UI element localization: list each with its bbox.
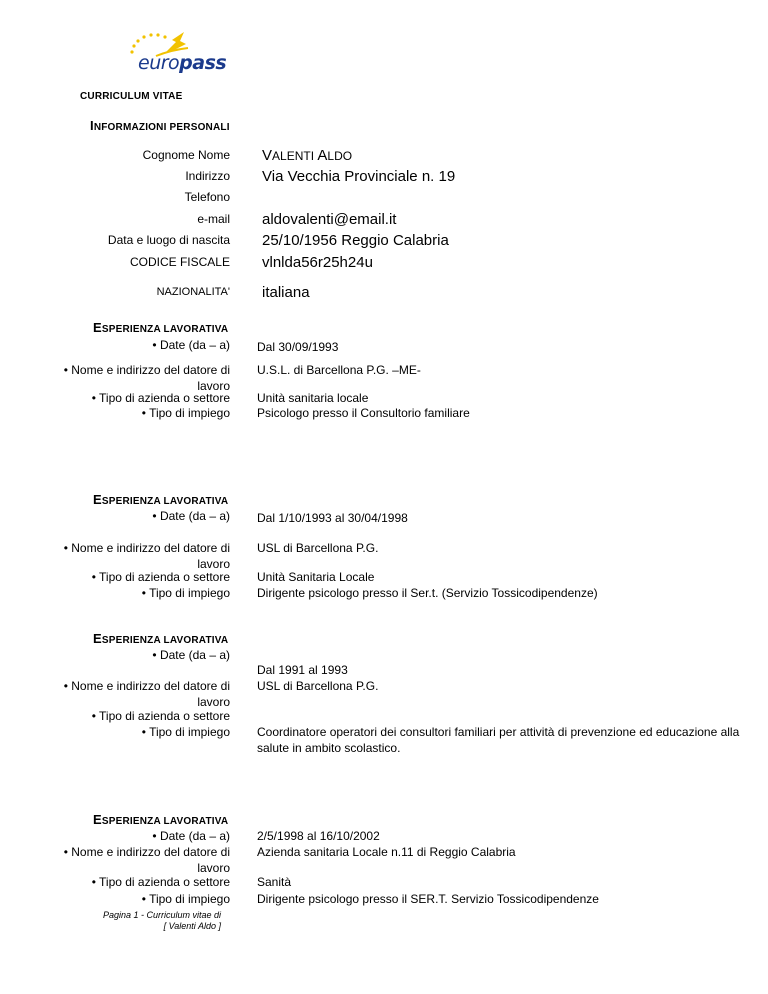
- exp2-employer: USL di Barcellona P.G.: [257, 541, 379, 555]
- label-dates: • Date (da – a): [152, 648, 230, 662]
- label-sector: • Tipo di azienda o settore: [91, 875, 230, 889]
- label-employer: • Nome e indirizzo del datore di lavoro: [63, 363, 230, 393]
- label-phone: Telefono: [184, 190, 230, 204]
- label-job-type: • Tipo di impiego: [141, 892, 230, 906]
- label-employer: • Nome e indirizzo del datore di lavoro: [63, 845, 230, 875]
- europass-wordmark: europass: [138, 52, 227, 74]
- exp2-dates: Dal 1/10/1993 al 30/04/1998: [257, 511, 408, 525]
- label-nationality: NAZIONALITA': [156, 286, 230, 298]
- exp4-sector: Sanità: [257, 875, 292, 889]
- label-dates: • Date (da – a): [152, 829, 230, 843]
- exp1-job: Psicologo presso il Consultorio familiare: [257, 406, 470, 420]
- label-job-type: • Tipo di impiego: [141, 725, 230, 739]
- label-employer: • Nome e indirizzo del datore di lavoro: [63, 679, 230, 709]
- experience-heading: ESPERIENZA LAVORATIVA: [93, 492, 229, 507]
- label-dates: • Date (da – a): [152, 338, 230, 352]
- exp4-employer: Azienda sanitaria Locale n.11 di Reggio Calabria: [257, 845, 516, 859]
- value-email: aldovalenti@email.it: [262, 211, 397, 228]
- cv-title: CURRICULUM VITAE: [80, 91, 183, 102]
- exp4-dates: 2/5/1998 al 16/10/2002: [257, 829, 380, 843]
- label-email: e-mail: [197, 212, 230, 226]
- exp1-employer: U.S.L. di Barcellona P.G. –ME-: [257, 363, 421, 377]
- exp4-job: Dirigente psicologo presso il SER.T. Servizio Tossicodipendenze: [257, 892, 599, 906]
- exp3-job: Coordinatore operatori dei consultori familiari per attività di prevenzione ed educazione alla salute in ambito scolastico.: [257, 725, 740, 755]
- value-address: Via Vecchia Provinciale n. 19: [262, 168, 456, 185]
- label-birth: Data e luogo di nascita: [107, 233, 230, 247]
- label-address: Indirizzo: [185, 169, 230, 183]
- label-sector: • Tipo di azienda o settore: [91, 570, 230, 584]
- exp2-sector: Unità Sanitaria Locale: [257, 570, 375, 584]
- experience-heading: ESPERIENZA LAVORATIVA: [93, 320, 229, 335]
- label-dates: • Date (da – a): [152, 509, 230, 523]
- value-name: VALENTI ALDO: [262, 147, 353, 164]
- experience-heading: ESPERIENZA LAVORATIVA: [93, 631, 229, 646]
- europass-logo: [126, 30, 226, 80]
- exp3-dates: Dal 1991 al 1993: [257, 663, 348, 677]
- label-job-type: • Tipo di impiego: [141, 406, 230, 420]
- exp1-dates: Dal 30/09/1993: [257, 340, 339, 354]
- value-birth: 25/10/1956 Reggio Calabria: [262, 232, 449, 249]
- experience-heading: ESPERIENZA LAVORATIVA: [93, 812, 229, 827]
- value-tax-code: vlnlda56r25h24u: [262, 254, 373, 271]
- label-tax-code: CODICE FISCALE: [129, 255, 230, 269]
- label-job-type: • Tipo di impiego: [141, 586, 230, 600]
- label-sector: • Tipo di azienda o settore: [91, 709, 230, 723]
- personal-info-heading: INFORMAZIONI PERSONALI: [90, 118, 230, 133]
- exp2-job: Dirigente psicologo presso il Ser.t. (Servizio Tossicodipendenze): [257, 586, 598, 600]
- exp3-employer: USL di Barcellona P.G.: [257, 679, 379, 693]
- label-sector: • Tipo di azienda o settore: [91, 391, 230, 405]
- value-nationality: italiana: [262, 284, 310, 301]
- label-employer: • Nome e indirizzo del datore di lavoro: [63, 541, 230, 571]
- label-name: Cognome Nome: [142, 148, 230, 162]
- exp1-sector: Unità sanitaria locale: [257, 391, 369, 405]
- page-footer: Pagina 1 - Curriculum vitae di [ Valenti Aldo ]: [102, 910, 221, 931]
